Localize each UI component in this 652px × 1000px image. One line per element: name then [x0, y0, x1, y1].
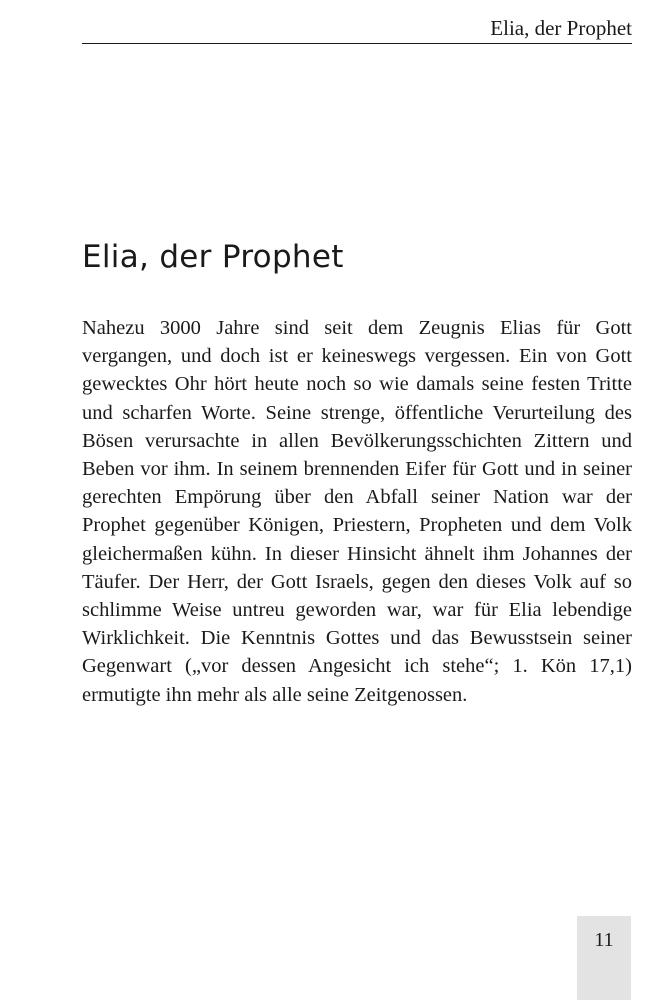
chapter-title: Elia, der Prophet	[82, 239, 344, 275]
running-header: Elia, der Prophet	[82, 14, 632, 44]
body-paragraph: Nahezu 3000 Jahre sind seit dem Zeugnis Elias für Gott vergangen, und doch ist er keineswegs vergessen. Ein von Gott gewecktes Ohr hört heute noch so wie damals seine festen Tritte und scharfen Worte. Seine strenge, öffentliche Verurteilung des Bösen verursachte in allen Bevölkerungsschichten Zittern und Beben vor ihm. In seinem brennenden Eifer für Gott und in seiner gerechten Empörung über den Abfall seiner Nation war der Prophet gegenüber Königen, Priestern, Propheten und dem Volk gleichermaßen kühn. In dieser Hinsicht ähnelt ihm Johannes der Täufer. Der Herr, der Gott Israels, gegen den dieses Volk auf so schlimme Weise untreu geworden war, war für Elia lebendige Wirklichkeit. Die Kenntnis Gottes und das Bewusstsein seiner Gegenwart („vor dessen Angesicht ich stehe“; 1. Kön 17,1) ermutigte ihn mehr als alle seine Zeitgenossen.	[82, 317, 632, 706]
page-number: 11	[594, 929, 614, 951]
page-number-box	[577, 916, 631, 1000]
